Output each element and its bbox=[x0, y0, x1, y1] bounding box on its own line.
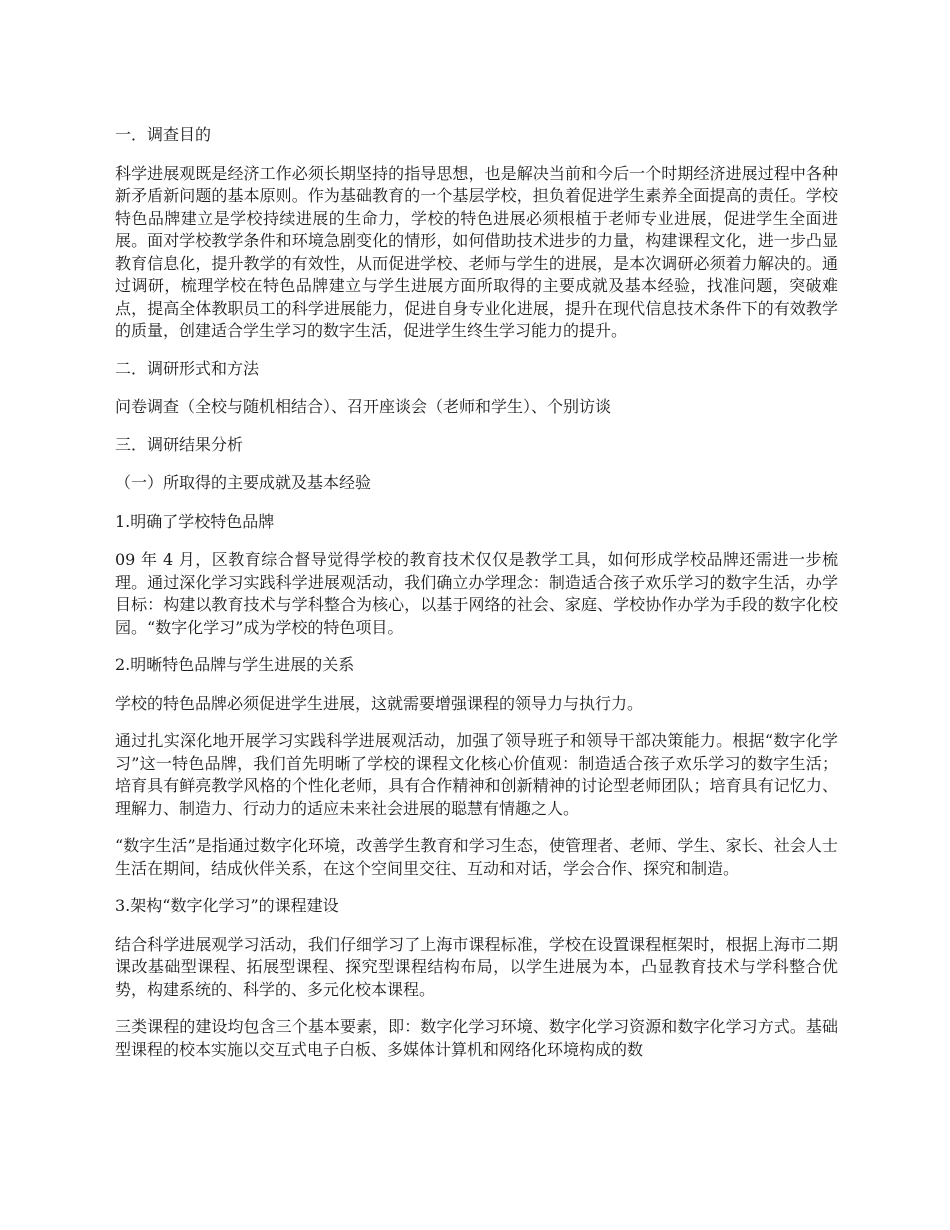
section-heading-methods: 二．调研形式和方法 bbox=[115, 358, 260, 378]
paragraph-relationship-values: 通过扎实深化地开展学习实践科学进展观活动，加强了领导班子和领导干部决策能力。根据“数字化学习”这一特色品牌，我们首先明晰了学校的课程文化核心价值观：制造适合孩子欢乐学习的数字生活；培育具有鲜亮教学风格的个性化老师，具有合作精神和创新精神的讨论型老师团队；培育具有记忆力、理解力、制造力、行动力的适应未来社会进展的聪慧有情趣之人。 bbox=[115, 731, 838, 818]
paragraph-purpose: 科学进展观既是经济工作必须长期坚持的指导思想，也是解决当前和今后一个时期经济进展过程中各种新矛盾新问题的基本原则。作为基础教育的一个基层学校，担负着促进学生素养全面提高的责任。学校特色品牌建立是学校持续进展的生命力，学校的特色进展必须根植于老师专业进展，促进学生全面进展。面对学校教学条件和环境急剧变化的情形，如何借助技术进步的力量，构建课程文化，进一步凸显教育信息化，提升教学的有效性，从而促进学校、老师与学生的进展，是本次调研必须着力解决的。通过调研，梳理学校在特色品牌建立与学生进展方面所取得的主要成就及基本经验，找准问题，突破难点，提高全体教职员工的科学进展能力，促进自身专业化进展，提升在现代信息技术条件下的有效教学的质量，创建适合学生学习的数字生活，促进学生终生学习能力的提升。 bbox=[115, 163, 838, 340]
paragraph-brand: 09 年 4 月，区教育综合督导觉得学校的教育技术仅仅是教学工具，如何形成学校品牌还需进一步梳理。通过深化学习实践科学进展观活动，我们确立办学理念：制造适合孩子欢乐学习的数字生活，办学目标：构建以教育技术与学科整合为核心，以基于网络的社会、家庭、学校协作办学为手段的数字化校园。“数字化学习”成为学校的特色项目。 bbox=[115, 550, 838, 637]
section-heading-purpose: 一．调查目的 bbox=[115, 125, 212, 144]
document-body bbox=[115, 124, 838, 1076]
section-heading-results: 三．调研结果分析 bbox=[115, 434, 244, 454]
item-heading-relationship: 2.明晰特色品牌与学生进展的关系 bbox=[115, 655, 355, 674]
subsection-heading-achievements: （一）所取得的主要成就及基本经验 bbox=[115, 473, 372, 492]
paragraph-curriculum: 结合科学进展观学习活动，我们仔细学习了上海市课程标准，学校在设置课程框架时，根据上海市二期课改基础型课程、拓展型课程、探究型课程结构布局，以学生进展为本，凸显教育技术与学科整合优势，构建系统的、科学的、多元化校本课程。 bbox=[115, 934, 838, 999]
item-heading-curriculum: 3.架构“数字化学习”的课程建设 bbox=[115, 896, 339, 915]
paragraph-relationship-intro: 学校的特色品牌必须促进学生进展，这就需要增强课程的领导力与执行力。 bbox=[115, 693, 644, 713]
item-heading-brand: 1.明确了学校特色品牌 bbox=[115, 511, 275, 531]
paragraph-methods: 问卷调查（全校与随机相结合）、召开座谈会（老师和学生）、个别访谈 bbox=[115, 397, 612, 416]
paragraph-three-courses: 三类课程的建设均包含三个基本要素，即：数字化学习环境、数字化学习资源和数字化学习方式。基础型课程的校本实施以交互式电子白板、多媒体计算机和网络化环境构成的数 bbox=[115, 1017, 838, 1059]
paragraph-digital-life: “数字生活”是指通过数字化环境，改善学生教育和学习生态，使管理者、老师、学生、家长、社会人士生活在期间，结成伙伴关系，在这个空间里交往、互动和对话，学会合作、探究和制造。 bbox=[115, 836, 838, 878]
